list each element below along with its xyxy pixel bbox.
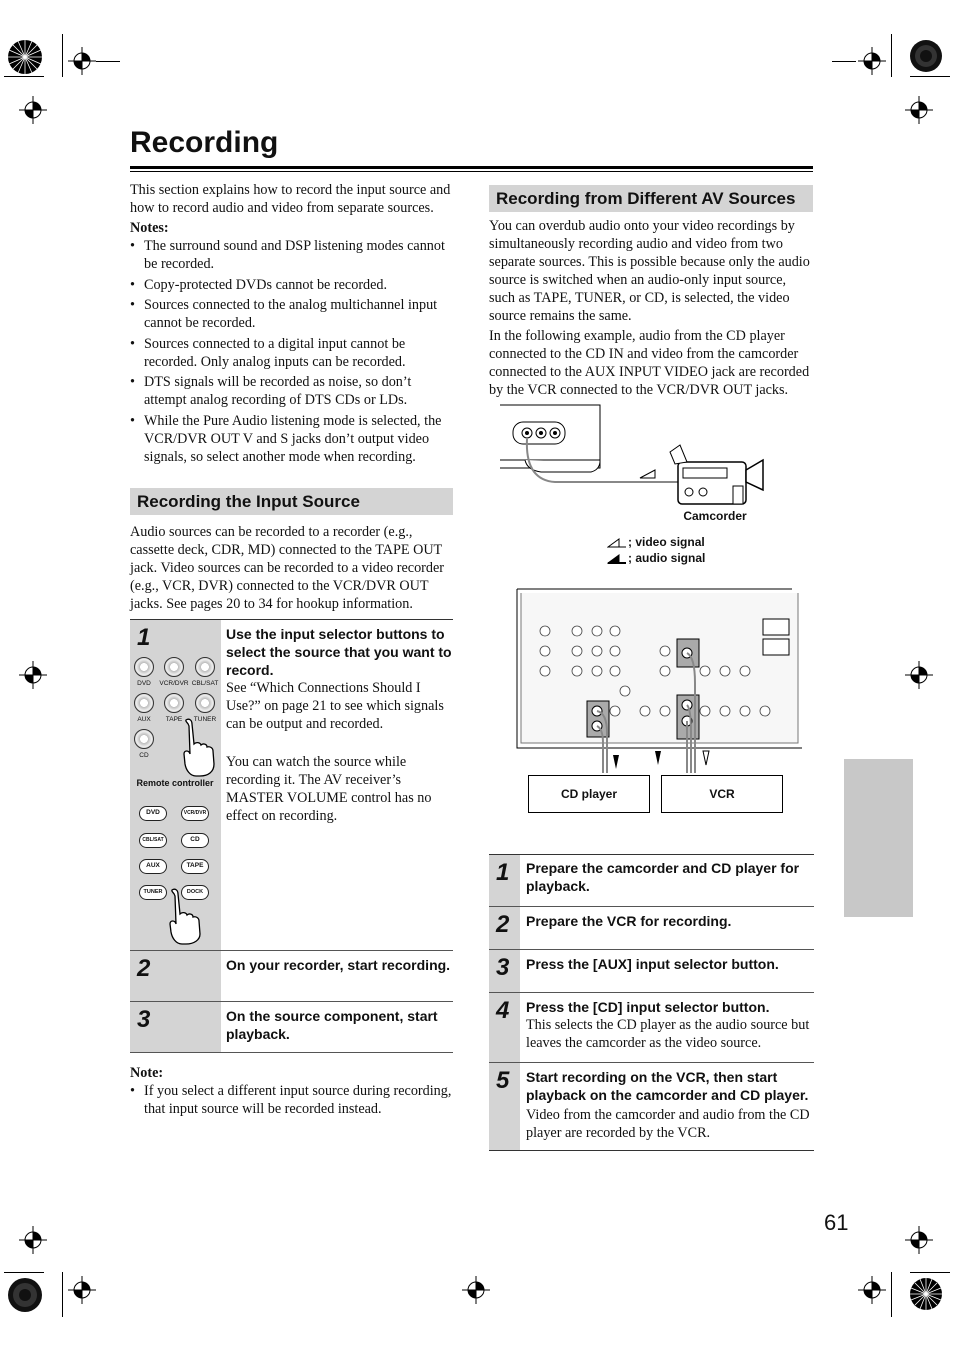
step-number: 2 bbox=[130, 951, 221, 1001]
camcorder-label: Camcorder bbox=[683, 509, 747, 523]
pointing-hand-icon bbox=[166, 888, 206, 946]
section-heading-input-source: Recording the Input Source bbox=[130, 488, 453, 515]
step-title: Use the input selector buttons to select the source that you want to record. bbox=[226, 626, 452, 678]
av-step-4 bbox=[489, 993, 814, 1062]
step-number: 3 bbox=[130, 1002, 221, 1052]
remote-controller-label: Remote controller bbox=[136, 778, 214, 788]
connection-diagram: Camcorder ; video signal ; audio signal CD player VCR bbox=[495, 400, 805, 820]
step-number: 5 bbox=[489, 1063, 520, 1150]
dvd-selector-button[interactable] bbox=[134, 657, 154, 677]
section-heading-av-sources: Recording from Different AV Sources bbox=[489, 185, 813, 212]
crosshair-mark-icon bbox=[905, 96, 933, 124]
crosshair-mark-icon bbox=[19, 661, 47, 689]
paragraph: You can overdub audio onto your video recordings by simultaneously recording audio and video from two separate sources. This is possible because only the audio source is switched when an audio-only input source, such as TAPE, TUNER, or CD, is selected, the video source remains the same. bbox=[489, 218, 810, 324]
step-title: Prepare the VCR for recording. bbox=[526, 913, 732, 929]
pointing-hand-icon bbox=[180, 718, 220, 778]
vcr-label: VCR bbox=[709, 787, 735, 801]
registration-mark-icon bbox=[908, 38, 944, 74]
crosshair-mark-icon bbox=[462, 1276, 490, 1304]
step-text: Video from the camcorder and audio from the CD player are recorded by the VCR. bbox=[526, 1107, 810, 1141]
audio-signal-legend-icon bbox=[607, 554, 627, 564]
step-title: Prepare the camcorder and CD player for playback. bbox=[526, 860, 800, 894]
cd-selector-button[interactable] bbox=[134, 729, 154, 749]
crosshair-mark-icon bbox=[68, 47, 96, 75]
audio-signal-label: audio signal bbox=[635, 551, 706, 565]
av-step-2 bbox=[489, 907, 814, 949]
step-divider bbox=[489, 1150, 814, 1151]
page-number: 61 bbox=[824, 1210, 849, 1235]
list-item: • While the Pure Audio listening mode is selected, the VCR/DVR OUT V and S jacks don’t output video signals, so select another mode when recording. bbox=[130, 412, 455, 466]
input-step-3 bbox=[130, 1002, 453, 1052]
registration-mark-icon bbox=[6, 1276, 44, 1314]
cbl-sat-selector-button[interactable] bbox=[195, 657, 215, 677]
button-label: DVD bbox=[137, 680, 151, 687]
aux-selector-button[interactable] bbox=[134, 693, 154, 713]
crosshair-mark-icon bbox=[858, 1276, 886, 1304]
input-step-2 bbox=[130, 951, 453, 1001]
step-number: 1 bbox=[489, 855, 520, 906]
list-item: • Sources connected to a digital input cannot be recorded. Only analog inputs can be recorded. bbox=[130, 335, 455, 371]
remote-dock-button[interactable]: DOCK bbox=[181, 885, 209, 900]
button-label: TUNER bbox=[193, 716, 217, 723]
vcr-dvr-selector-button[interactable] bbox=[164, 657, 184, 677]
crosshair-mark-icon bbox=[858, 47, 886, 75]
receiver-rear-panel bbox=[495, 583, 805, 783]
remote-tuner-button[interactable]: TUNER bbox=[139, 885, 167, 900]
title-rule bbox=[130, 166, 813, 169]
crosshair-mark-icon bbox=[19, 96, 47, 124]
note-heading: Note: bbox=[130, 1065, 164, 1081]
av-step-3 bbox=[489, 950, 814, 992]
paragraph: In the following example, audio from the CD player connected to the CD IN and video from the camcorder connected to the AUX INPUT VIDEO jack are recorded by the VCR connected to the VCR/DVR OUT jacks. bbox=[489, 328, 810, 398]
step-title: Start recording on the VCR, then start playback on the camcorder and CD player. bbox=[526, 1069, 809, 1103]
step-title: On your recorder, start recording. bbox=[226, 957, 451, 973]
button-label: TAPE bbox=[165, 716, 183, 723]
list-item: • If you select a different input source during recording, that input source will be recorded instead. bbox=[130, 1082, 455, 1118]
title-rule-thin bbox=[130, 171, 813, 172]
step-title: Press the [CD] input selector button. bbox=[526, 999, 770, 1015]
input-source-text: Audio sources can be recorded to a recorder (e.g., cassette deck, CDR, MD) connected to the TAPE OUT jack. Video sources can be recorded to a video recorder (e.g., VCR, DVR) connected to the VCR/DVR OUT jacks. See pages 20 to 34 for hookup information. bbox=[130, 524, 445, 612]
step-text-2: You can watch the source while recording it. The AV receiver’s MASTER VOLUME control has no effect on recording. bbox=[226, 754, 432, 824]
step-divider bbox=[130, 1052, 453, 1053]
button-label: CBL/SAT bbox=[191, 680, 219, 687]
registration-mark-icon bbox=[6, 38, 44, 76]
remote-cd-button[interactable]: CD bbox=[181, 833, 209, 848]
remote-aux-button[interactable]: AUX bbox=[139, 859, 167, 874]
step-number: 2 bbox=[489, 907, 520, 949]
av-step-1 bbox=[489, 855, 814, 906]
list-item: • Copy-protected DVDs cannot be recorded. bbox=[130, 276, 455, 294]
step-number: 1 bbox=[130, 620, 221, 950]
step-number: 4 bbox=[489, 993, 520, 1062]
step-title: On the source component, start playback. bbox=[226, 1008, 438, 1042]
notes-heading: Notes: bbox=[130, 220, 169, 236]
registration-mark-icon bbox=[908, 1276, 944, 1312]
av-sources-text bbox=[489, 217, 814, 399]
notes-list bbox=[130, 237, 455, 466]
input-step-1 bbox=[130, 620, 453, 950]
cd-player-box bbox=[528, 775, 650, 813]
crosshair-mark-icon bbox=[905, 1226, 933, 1254]
button-label: VCR/DVR bbox=[159, 680, 189, 687]
remote-cbl-sat-button[interactable]: CBL/SAT bbox=[139, 833, 167, 848]
receiver-aux-panel bbox=[495, 400, 805, 510]
list-item: • Sources connected to the analog multichannel input cannot be recorded. bbox=[130, 296, 455, 332]
input-source-note bbox=[130, 1064, 455, 1121]
step-text: This selects the CD player as the audio source but leaves the camcorder as the video source. bbox=[526, 1017, 810, 1051]
video-signal-legend-icon bbox=[607, 538, 627, 548]
remote-dvd-button[interactable]: DVD bbox=[139, 806, 167, 821]
remote-tape-button[interactable]: TAPE bbox=[181, 859, 209, 874]
input-selector-illustration bbox=[130, 620, 221, 950]
button-label: AUX bbox=[137, 716, 151, 723]
list-item: • The surround sound and DSP listening modes cannot be recorded. bbox=[130, 237, 455, 273]
intro-text: This section explains how to record the input source and how to record audio and video from separate sources. bbox=[130, 182, 451, 216]
chapter-side-tab bbox=[844, 759, 913, 917]
cd-player-label: CD player bbox=[560, 787, 618, 801]
tuner-selector-button[interactable] bbox=[195, 693, 215, 713]
step-number: 3 bbox=[489, 950, 520, 992]
step-text: See “Which Connections Should I Use?” on page 21 to see which signals can be output and recorded. bbox=[226, 680, 444, 732]
crosshair-mark-icon bbox=[19, 1226, 47, 1254]
button-label: CD bbox=[139, 752, 149, 759]
camcorder-icon bbox=[670, 445, 763, 504]
page-title: Recording bbox=[130, 126, 279, 159]
step-title: Press the [AUX] input selector button. bbox=[526, 956, 779, 972]
av-step-5 bbox=[489, 1063, 814, 1150]
list-item: • DTS signals will be recorded as noise, so don’t attempt analog recording of DTS CDs or LDs. bbox=[130, 373, 455, 409]
tape-selector-button[interactable] bbox=[164, 693, 184, 713]
intro-section bbox=[130, 181, 455, 468]
remote-vcr-dvr-button[interactable]: VCR/DVR bbox=[181, 806, 209, 821]
video-signal-label: video signal bbox=[635, 535, 705, 549]
vcr-box bbox=[661, 775, 783, 813]
crosshair-mark-icon bbox=[68, 1276, 96, 1304]
crosshair-mark-icon bbox=[905, 661, 933, 689]
